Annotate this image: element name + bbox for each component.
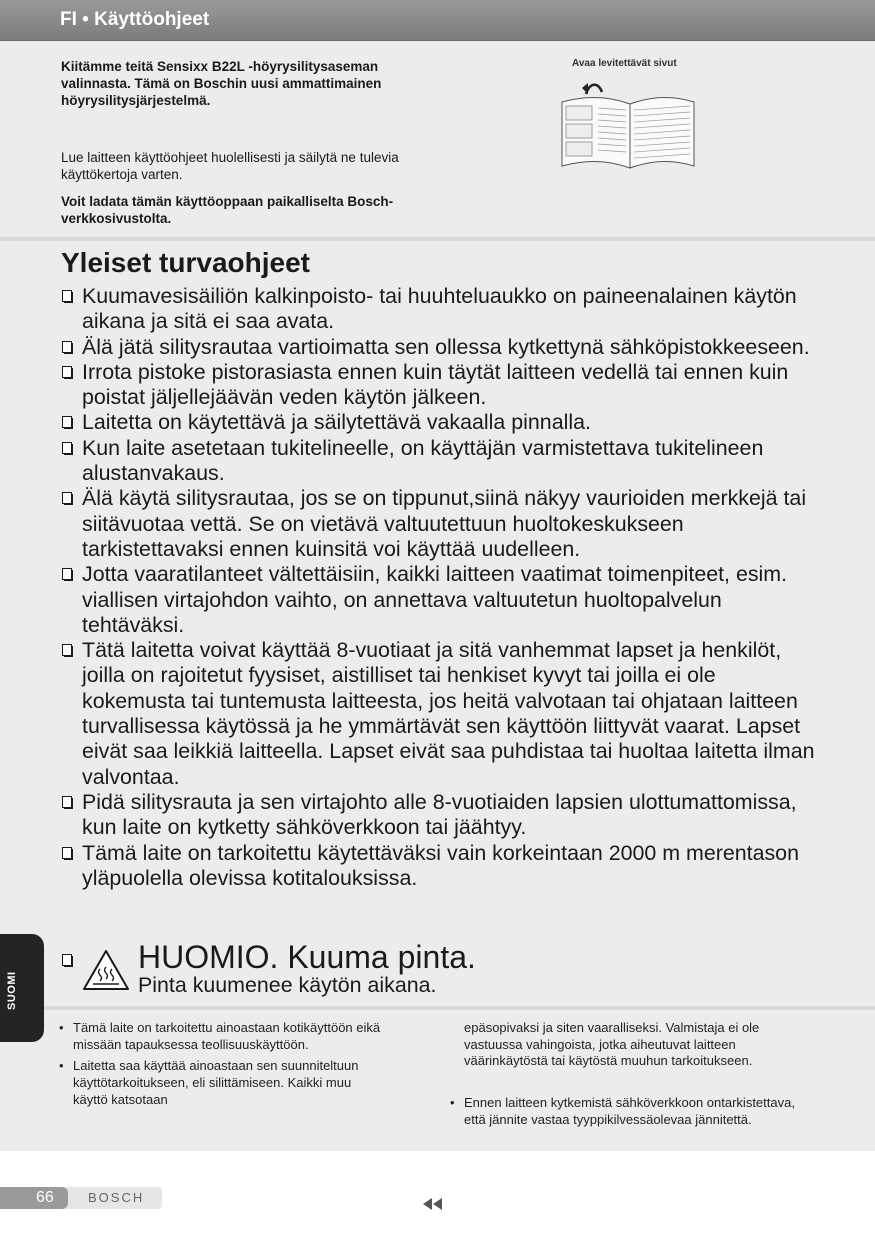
language-tab-label: SUOMI	[6, 971, 18, 1010]
checkbox-icon	[62, 568, 72, 580]
page-header	[0, 0, 875, 41]
checkbox-icon	[62, 416, 72, 428]
safety-item: Pidä silitysrauta ja sen virtajohto alle 8-vuotiaiden lapsien ulottumattomissa, kun laite on kytketty sähköverkkoon tai jäähtyy.	[61, 790, 821, 841]
intro-thanks: Kiitämme teitä Sensixx B22L -höyrysilitysaseman valinnasta. Tämä on Boschin uusi ammattimainen höyrysilitysjärjestelmä.	[61, 59, 382, 108]
fold-out-label: Avaa levitettävät sivut	[572, 58, 677, 69]
safety-item: Irrota pistoke pistorasiasta ennen kuin täytät laitteen vedellä tai ennen kuin poistat jäljellejäävän veden käytön jälkeen.	[61, 360, 821, 411]
checkbox-icon	[62, 954, 72, 966]
list-item: • Tämä laite on tarkoitettu ainoastaan kotikäyttöön eikä missään tapauksessa teollisuuskäyttöön.	[59, 1020, 381, 1052]
list-item: • Laitetta saa käyttää ainoastaan sen suunniteltuun käyttötarkoitukseen, eli silittämiseen. Kaikki muu käyttö katsotaan	[59, 1058, 359, 1107]
checkbox-icon	[62, 366, 72, 378]
page-number: 66	[36, 1189, 54, 1206]
hot-surface-warning	[61, 940, 761, 1000]
checkbox-icon	[62, 492, 72, 504]
safety-heading: Yleiset turvaohjeet	[61, 247, 310, 278]
checkbox-icon	[62, 341, 72, 353]
brand-name: BOSCH	[88, 1190, 145, 1205]
checkbox-icon	[62, 644, 72, 656]
checkbox-icon	[62, 796, 72, 808]
previous-page-button[interactable]	[423, 1198, 442, 1210]
checkbox-icon	[62, 442, 72, 454]
safety-item: Tätä laitetta voivat käyttää 8-vuotiaat ja sitä vanhemmat lapset ja henkilöt, joilla on rajoitetut fyysiset, aistilliset tai henkiset kyvyt tai joilla ei ole kokemusta tai tuntemusta laitteesta, jos heitä valvotaan tai ohjataan laitteen turvallisessa käytössä ja he ymmärtävät sen käyttöön liittyvät vaarat. Lapset eivät saa leikkiä laitteella. Lapset eivät saa puhdistaa tai huoltaa laitetta ilman valvontaa.	[61, 638, 821, 790]
list-item: • Ennen laitteen kytkemistä sähköverkkoon ontarkistettava, että jännite vastaa tyyppikilvessäolevaa jännitettä.	[450, 1095, 795, 1127]
intro-download-text: Voit ladata tämän käyttöoppaan paikalliselta Bosch-verkkosivustolta.	[61, 194, 394, 226]
safety-item: Kuumavesisäiliön kalkinpoisto- tai huuhteluaukko on paineenalainen käytön aikana ja sitä ei saa avata.	[61, 284, 821, 335]
safety-item: Älä jätä silitysrautaa vartioimatta sen ollessa kytkettynä sähköpistokkeeseen.	[61, 335, 821, 360]
left-arrow-icon	[433, 1198, 442, 1210]
left-arrow-icon	[423, 1198, 432, 1210]
page-number-box	[0, 1187, 68, 1209]
safety-item: Jotta vaaratilanteet vältettäisiin, kaikki laitteen vaatimat toimenpiteet, esim. viallisen virtajohdon vaihto, on annettava valtuutetun huoltopalvelun tehtäväksi.	[61, 562, 821, 638]
header-title: FI • Käyttöohjeet	[60, 9, 210, 30]
safety-list	[61, 284, 821, 891]
checkbox-icon	[62, 847, 72, 859]
intro-read-text: Lue laitteen käyttöohjeet huolellisesti ja säilytä ne tulevia käyttökertoja varten.	[61, 150, 399, 182]
checkbox-icon	[62, 290, 72, 302]
safety-item: Älä käytä silitysrautaa, jos se on tippunut,siinä näkyy vaurioiden merkkejä tai siitävuotaa vettä. Se on vietävä valtuutettuun huoltokeskukseen tarkistettavaksi ennen kuinsitä voi käyttää uudelleen.	[61, 486, 821, 562]
hot-surface-warning-icon	[81, 948, 131, 992]
lower-right-column	[449, 1095, 814, 1133]
lower-right-continuation: epäsopivaksi ja siten vaaralliseksi. Valmistaja ei ole vastuussa vahingoista, jotka aiheutuvat laitteen väärinkäytöstä tai käytöstä muuhun tarkoitukseen.	[464, 1020, 760, 1069]
safety-item: Tämä laite on tarkoitettu käytettäväksi vain korkeintaan 2000 m merentason yläpuolella olevissa kotitalouksissa.	[61, 841, 821, 892]
safety-item: Laitetta on käytettävä ja säilytettävä vakaalla pinnalla.	[61, 410, 821, 435]
warning-title: HUOMIO. Kuuma pinta.	[138, 939, 476, 975]
lower-left-column	[58, 1020, 388, 1114]
safety-item: Kun laite asetetaan tukitelineelle, on käyttäjän varmistettava tukitelineen alustanvakaus.	[61, 436, 821, 487]
warning-subtitle: Pinta kuumenee käytön aikana.	[138, 973, 437, 997]
open-book-icon	[558, 74, 698, 170]
